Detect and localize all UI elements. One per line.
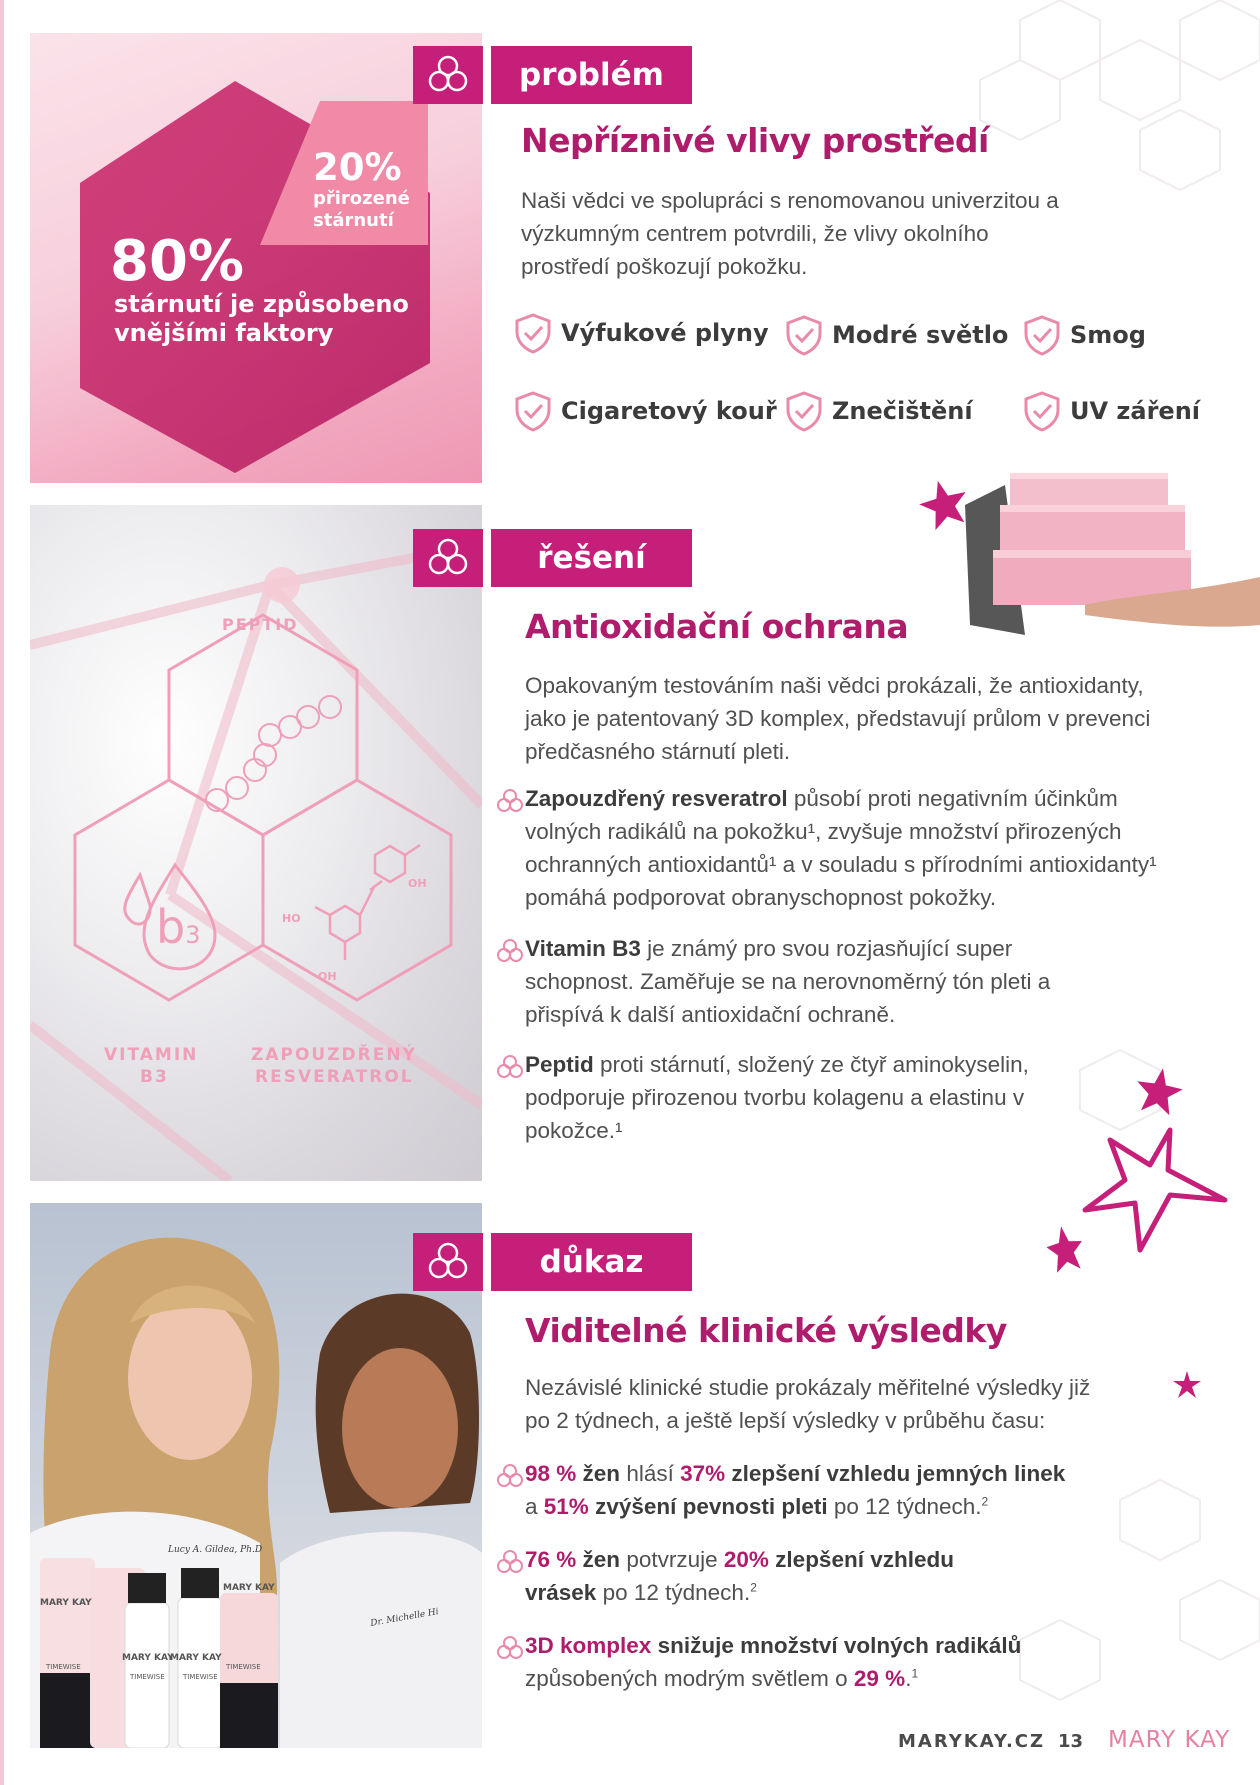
shield-check-icon [784,314,824,356]
solution-tag-icon [413,529,483,587]
b3-glyph [156,900,200,954]
factor-label: Modré světlo [832,321,1009,349]
factor-label: Cigaretový kouř [561,397,777,425]
factor-label: Znečištění [832,397,973,425]
proof-tag: důkaz [491,1233,692,1291]
factor-exhaust [513,312,769,354]
triple-circle-icon [425,1239,471,1285]
footer-brand-logo: MARY KAY [1108,1727,1231,1753]
problem-tag-icon [413,46,483,104]
solution-intro: Opakovaným testováním naši vědci prokázali, že antioxidanty, jako je patentovaný 3D komplex, představují průlom v prevenci předčasného stárnutí pleti. [525,673,1151,764]
triple-circle-bullet-icon [496,1054,524,1080]
resveratrol-label-line2: RESVERATROL [255,1067,414,1087]
proof-tag-icon [413,1233,483,1291]
factor-smog [1022,314,1146,356]
b3-letter: b [156,900,186,954]
text-confirms: potvrzuje [620,1547,724,1572]
text-period: . [905,1666,912,1691]
star-icon [1134,1066,1184,1116]
bullet-text: působí proti negativním účinkům volných radikálů na pokožku¹, zvyšuje množství přirozených ochranných antioxidantů¹ a v souladu s přírodními antioxidanty¹ pomáhá podporovat obranyschopnost pokožky. [525,786,1157,910]
text-and: a [525,1494,544,1519]
text-blue-light: způsobených modrým světlem o [525,1666,854,1691]
peptide-label: PEPTID [222,615,299,634]
ho-label: HO [282,912,301,925]
triple-circle-bullet-icon [496,1463,524,1489]
product-name: TIMEWISE [183,1673,218,1681]
proof-heading: Viditelné klinické výsledky [525,1311,1007,1350]
problem-heading: Nepříznivé vlivy prostředí [521,121,989,160]
shield-check-icon [513,390,553,432]
text-reports: hlásí [620,1461,681,1486]
shield-check-icon [784,390,824,432]
bullet-text: je známý pro svou rozjasňující super schopnost. Zaměřuje se na nerovnoměrný tón pleti a přispívá k další antioxidační ochraně. [525,936,1051,1027]
small-star-icon [1172,1370,1202,1400]
gift-boxes-image [965,465,1260,645]
text-after-12-weeks: po 12 týdnech. [596,1580,751,1605]
solution-tag: řešení [491,529,692,587]
left-edge-strip [0,0,4,1785]
product-name: TIMEWISE [130,1673,165,1681]
stat-29: 29 % [853,1666,906,1691]
footer-site-link[interactable]: MARYKAY.CZ [898,1731,1046,1752]
proof-intro: Nezávislé klinické studie prokázaly měřitelné výsledky již po 2 týdnech, a ještě lepší výsledky v průběhu času: [525,1375,1091,1433]
footnote-ref: 2 [750,1580,757,1595]
solution-heading: Antioxidační ochrana [525,607,909,646]
bullet-bold: Zapouzdřený resveratrol [525,786,788,811]
star-icon [1045,1224,1085,1274]
footer-page-number: 13 [1058,1731,1084,1752]
resveratrol-label-line1: ZAPOUZDŘENÝ [251,1045,417,1065]
factor-label: Smog [1070,321,1146,349]
product-label: MARY KAY [122,1653,174,1663]
small-stat-line1: přirozené [313,188,410,209]
oh-label-top: OH [408,877,427,890]
coat-name-tag: Lucy A. Gildea, Ph.D [168,1545,263,1555]
b3-subscript: 3 [185,921,201,949]
big-stat-line1: stárnutí je způsobeno [114,290,409,318]
factor-pollution [784,390,973,432]
small-stat-value: 20% [313,146,402,189]
vitamin-label-line1: VITAMIN [104,1045,199,1065]
bullet-bold: Peptid [525,1052,594,1077]
triple-circle-bullet-icon [496,788,524,814]
shield-check-icon [513,312,553,354]
bold-fine-lines: zlepšení vzhledu jemných linek [725,1461,1066,1486]
triple-circle-bullet-icon [496,938,524,964]
problem-tag: problém [491,46,692,104]
product-label: MARY KAY [170,1653,222,1663]
bold-reduces-radicals: snižuje množství volných radikálů [651,1633,1022,1658]
shield-check-icon [1022,314,1062,356]
stat-98: 98 % [525,1461,577,1486]
stat-51: 51% [543,1494,589,1519]
shield-check-icon [1022,390,1062,432]
triple-circle-icon [425,535,471,581]
product-name: TIMEWISE [226,1663,261,1671]
factor-label: UV záření [1070,397,1201,425]
resveratrol-molecule-icon [315,845,420,960]
product-label: MARY KAY [223,1583,275,1593]
text-after-12-weeks: po 12 týdnech. [827,1494,982,1519]
stat-76: 76 % [525,1547,577,1572]
vitamin-label-line2: B3 [140,1067,169,1087]
problem-text: Naši vědci ve spolupráci s renomovanou univerzitou a výzkumným centrem potvrdili, že vlivy okolního prostředí poškozují pokožku. [521,188,1059,279]
oh-label-bottom: OH [318,970,337,983]
factor-blue-light [784,314,1008,356]
bullet-text: proti stárnutí, složený ze čtyř aminokyselin, podporuje přirozenou tvorbu kolagenu a elastinu v pokožce.¹ [525,1052,1029,1143]
factor-label: Výfukové plyny [561,319,769,347]
footnote-ref: 1 [911,1666,919,1681]
bold-firmness: zvýšení pevnosti pleti [588,1494,828,1519]
small-stat-line2: stárnutí [313,210,394,231]
product-name: TIMEWISE [46,1663,81,1671]
factor-uv [1022,390,1200,432]
factor-cigarette [513,390,777,432]
bold-wrinkles: vrásek [525,1580,597,1605]
coat-name-tag: Dr. Michelle Hi [369,1607,440,1629]
bold-appearance: zlepšení vzhledu [768,1547,954,1572]
star-icon [918,478,970,530]
big-stat-line2: vnějšími faktory [114,319,334,347]
stat-3d-complex: 3D komplex [525,1633,652,1658]
footnote-ref: 2 [981,1494,989,1509]
solution-image-panel [30,505,482,1181]
bullet-bold: Vitamin B3 [525,936,641,961]
stat-20: 20% [723,1547,769,1572]
outline-star-icon [1080,1125,1230,1255]
product-label: MARY KAY [40,1598,92,1608]
triple-circle-bullet-icon [496,1635,524,1661]
big-stat-value: 80% [110,229,245,294]
stat-37: 37% [680,1461,726,1486]
bold-women: žen [576,1547,621,1572]
resveratrol-hexagon [263,780,451,1000]
triple-circle-bullet-icon [496,1549,524,1575]
bold-women: žen [576,1461,621,1486]
triple-circle-icon [425,52,471,98]
